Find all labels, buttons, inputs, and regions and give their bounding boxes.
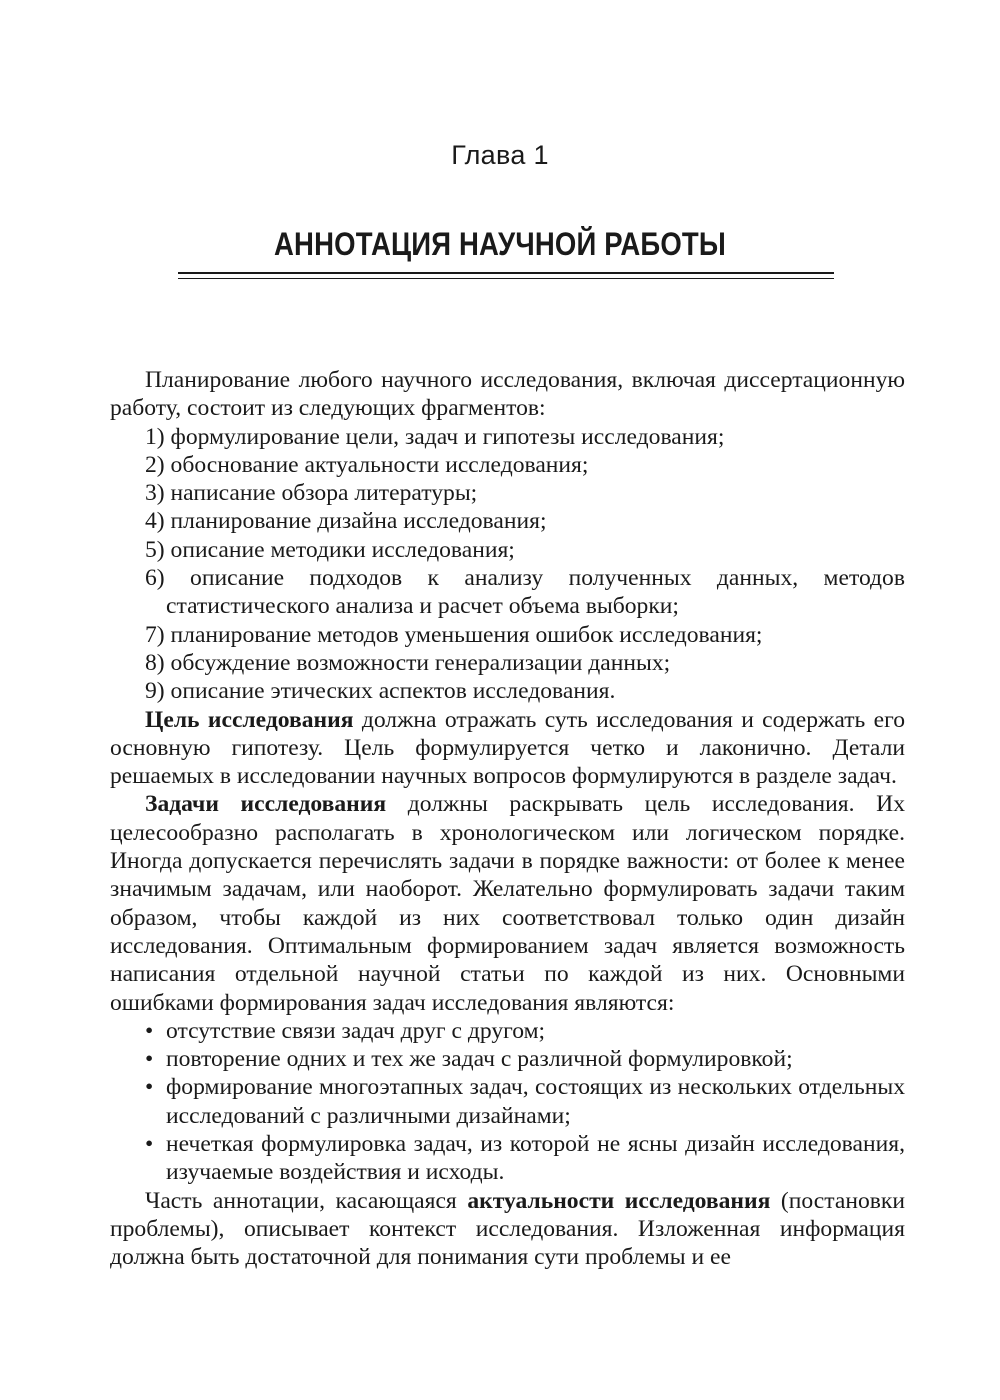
error-item [110,1130,905,1187]
tasks-paragraph [110,790,905,1016]
tasks-term: Задачи исследования [145,791,387,818]
error-text: нечеткая формулировка задач, из которой не ясны дизайн исследования, изучаемые воздействия и исходы. [166,1131,905,1186]
bullet-icon: • [145,1131,154,1158]
step-item: 3) написание обзора литературы; [145,480,478,507]
error-text: отсутствие связи задач друг с другом; [166,1017,546,1044]
error-item [110,1017,905,1045]
step-item: 6) описание подходов к анализу полученных данных, методов статистического анализа и расчет объема выборки; [145,565,905,620]
tasks-text: должны раскрывать цель исследования. Их целесообразно располагать в хронологическом или логическом порядке. Иногда допускается перечислять задачи в порядке важности: от более к менее значимым задачам, или наоборот. Желательно формулировать задачи таким образом, чтобы каждой из них соответствовал только один дизайн исследования. Оптимальным формированием задач является возможность написания отдельной научной статьи по каждой из них. Основными ошибками формирования задач исследования являются: [110,791,905,1016]
step-item: 7) планирование методов уменьшения ошибок исследования; [145,621,763,648]
error-text: повторение одних и тех же задач с различной формулировкой; [166,1046,793,1073]
body-text [110,366,905,1272]
intro-paragraph: Планирование любого научного исследования, включая диссертационную работу, состоит из следующих фрагментов: [110,367,905,422]
bullet-icon: • [145,1046,154,1073]
goal-text: должна отражать суть исследования и содержать его основную гипотезу. Цель формулируется четко и лаконично. Детали решаемых в исследовании научных вопросов формулируются в разделе задач. [110,706,905,790]
step-item: 5) описание методики исследования; [145,536,515,563]
goal-term: Цель исследования [145,706,354,733]
step-item: 2) обоснование актуальности исследования; [145,451,589,478]
error-item [110,1045,905,1073]
relevance-text: (постановки проблемы), описывает контекст исследования. Изложенная информация должна быть достаточной для понимания сути проблемы и ее [110,1187,905,1271]
bullet-icon: • [145,1074,154,1101]
chapter-label: Глава 1 [451,140,549,170]
goal-paragraph [110,706,905,791]
relevance-paragraph [110,1187,905,1272]
error-item [110,1073,905,1130]
step-item: 1) формулирование цели, задач и гипотезы исследования; [145,423,725,450]
error-text: формирование многоэтапных задач, состоящих из нескольких отдельных исследований с различными дизайнами; [166,1074,905,1129]
chapter-title: АННОТАЦИЯ НАУЧНОЙ РАБОТЫ [273,226,727,262]
relevance-lead: Часть аннотации, касающаяся [145,1187,468,1214]
step-item: 4) планирование дизайна исследования; [145,508,547,535]
title-rule-thin [178,278,834,279]
step-item: 9) описание этических аспектов исследования. [145,678,616,705]
step-item: 8) обсуждение возможности генерализации данных; [145,649,671,676]
relevance-term: актуальности исследования [467,1187,771,1214]
title-rule-thick [178,272,834,274]
bullet-icon: • [145,1017,154,1044]
